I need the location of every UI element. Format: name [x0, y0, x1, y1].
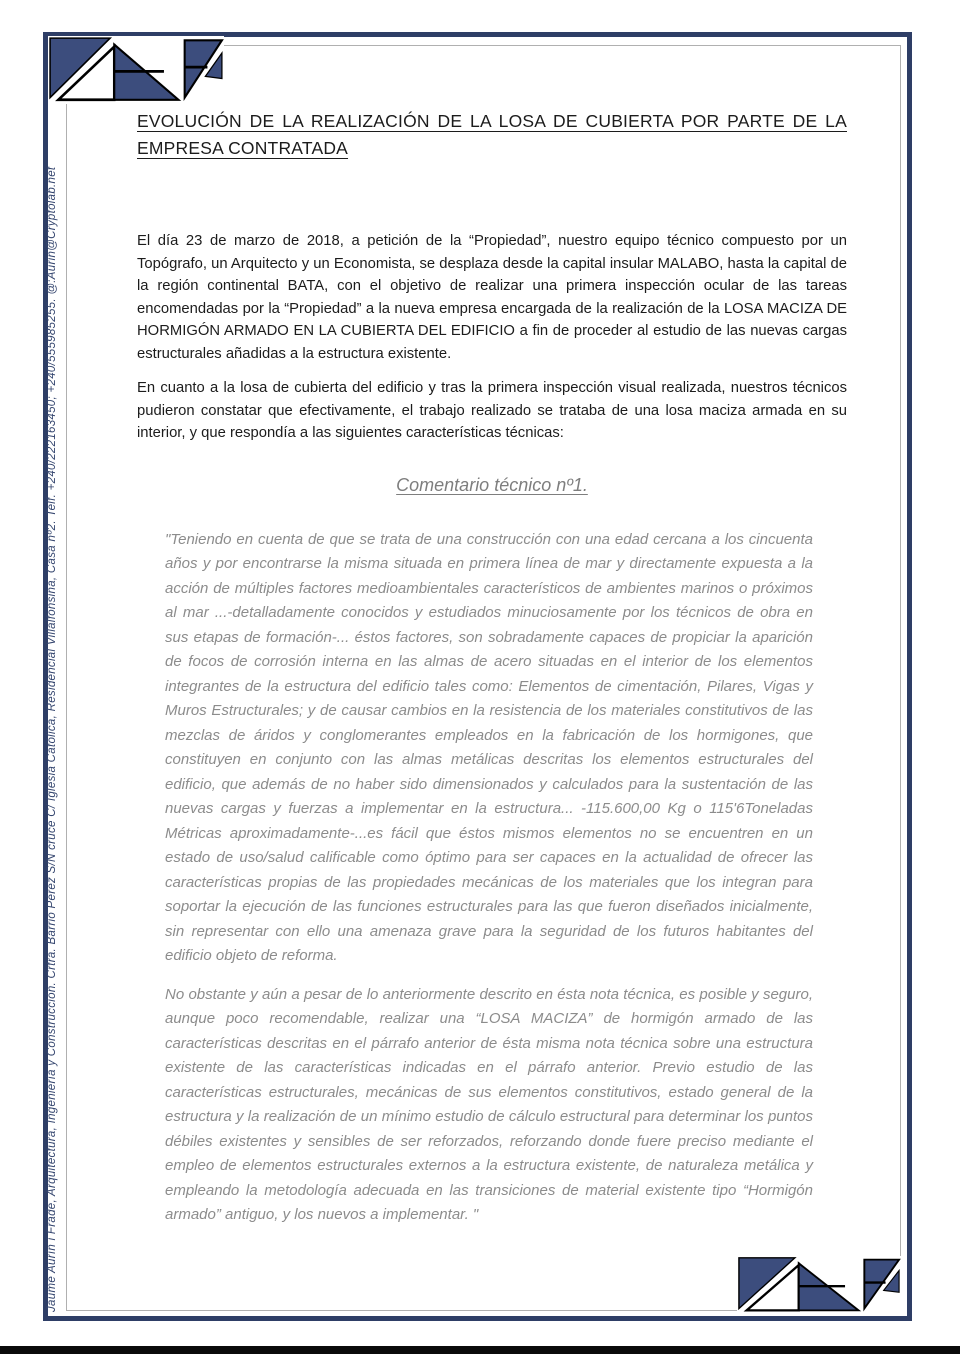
company-logo-top	[48, 36, 224, 104]
body-paragraph-2: En cuanto a la losa de cubierta del edificio y tras la primera inspección visual realizada, nuestros técnicos pudieron constatar que efectivamente, el trabajo realizado se trataba de una losa maciza armada en su interior, y que respondía a las siguientes características técnicas:	[137, 380, 847, 441]
document-title: EVOLUCIÓN DE LA REALIZACIÓN DE LA LOSA DE CUBIERTA POR PARTE DE LA EMPRESA CONTRATADA	[137, 111, 847, 158]
technical-comment-quote-2: No obstante y aún a pesar de lo anteriormente descrito en ésta nota técnica, es posible y seguro, aunque poco recomendable, realizar una “LOSA MACIZA” de hormigón armado de las características descritas en el párrafo anterior de ésta misma nota técnica sobre una estructura existente de las características indicadas en el párrafo anterior. Previo estudio de las características estructurales, mecánicas de sus elementos constitutivos, estado general de la estructura y la realización de un mínimo estudio de cálculo estructural para determinar los puntos débiles existentes y sensibles de ser reforzados, reforzando donde fuere preciso mediante el empleo de elementos estructurales externos a la estructura existente, de naturaleza metálica y empleando la metodología adecuada en las transiciones de material existente tipo “Hormigón armado” antiguo, y los nuevos a implementar. "	[165, 985, 813, 1223]
letterhead-contact-vertical-text: Jaume Aurín i Frade, Arquitectura, Ingeniería y Construcción. Crtra. Barrio Pérez S/N cruce C/ Iglesia Católica, Residencial Villalfonsina, Casa nº2. Telf. +240/222163450; +240/555985255. @:Aurin@Cryptolab.net	[46, 166, 58, 1312]
af-monogram-icon	[737, 1256, 901, 1314]
technical-comment-heading: Comentario técnico nº1.	[396, 474, 588, 495]
screenshot-bottom-bar	[0, 1346, 960, 1354]
document-content	[137, 108, 847, 1228]
technical-comment-quote-1: "Teniendo en cuenta de que se trata de una construcción con una edad cercana a los cincuenta años y por encontrarse la misma situada en primera línea de mar y directamente expuesta a la acción de múltiples factores medioambientales característicos de ambientes marinos o próximos al mar ...-detalladamente conocidos y estudiados minuciosamente por los técnicos de obra en sus etapas de formación-... éstos factores, son sobradamente capaces de propiciar la aparición de focos de corrosión interna en las almas de acero situadas en el interior de los elementos integrantes de la estructura del edificio tales como: Elementos de cimentación, Pilares, Vigas y Muros Estructurales; y de causar cambios en la resistencia de los materiales constitutivos de las mezclas de áridos y conglomerantes empleados en la fabricación de los hormigones, que constituyen en conjunto con las almas metálicas descritas los elementos estructurales del edificio, que además de no haber sido dimensionados y calculados para la sustentación de las nuevas cargas y fuerzas a implementar en la estructura... -115.600,00 Kg o 115'6Toneladas Métricas aproximadamente-...es fácil que éstos mismos elementos no se encuentren en un estado de uso/salud calificable como óptimo para ser capaces en la actualidad de ofrecer las características propias de las propiedades mecánicas de los materiales que los integran para soportar la ejecución de las funciones estructurales para las que fueron diseñados inicialmente, sin representar con ello una amenaza grave para la seguridad de los futuros habitantes del edificio objeto de reforma.	[165, 530, 813, 964]
body-paragraph-1: El día 23 de marzo de 2018, a petición de la “Propiedad”, nuestro equipo técnico compuesto por un Topógrafo, un Arquitecto y un Economista, se desplaza desde la capital insular MALABO, hasta la capital de la región continental BATA, con el objetivo de realizar una primera inspección ocular de las tareas encomendadas por la “Propiedad” a la nueva empresa encargada de la realización de la LOSA MACIZA DE HORMIGÓN ARMADO EN LA CUBIERTA DEL EDIFICIO a fin de proceder al estudio de las nuevas cargas estructurales añadidas a la estructura existente.	[137, 233, 847, 362]
company-logo-bottom	[737, 1256, 901, 1314]
af-monogram-icon	[48, 36, 224, 104]
